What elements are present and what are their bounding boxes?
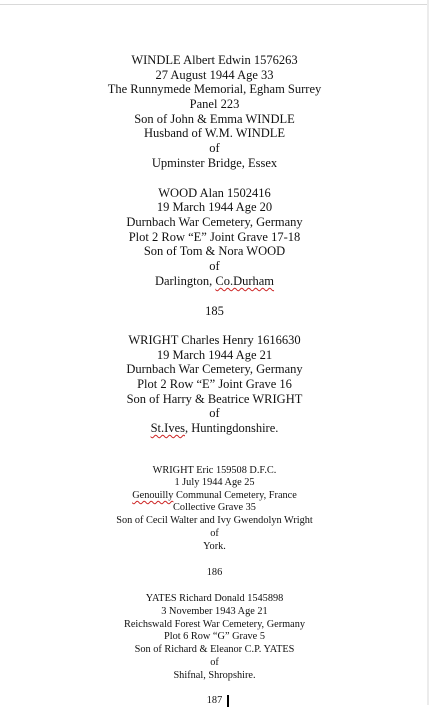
entry-parents-line: Son of Harry & Beatrice WRIGHT [126, 392, 303, 406]
entry-of-line: of [209, 141, 220, 155]
page-number: 186 [206, 567, 223, 578]
entry-name-line: YATES Richard Donald 1545898 [145, 593, 284, 604]
entry-spouse-line: Husband of W.M. WINDLE [143, 126, 286, 140]
place-text: , Huntingdonshire. [184, 421, 279, 435]
entry-of-line: of [210, 528, 219, 539]
entry-name-line: WRIGHT Eric 159508 D.F.C. [152, 465, 277, 476]
spellcheck-underlined-word: St.Ives [150, 421, 185, 435]
text-cursor [227, 695, 229, 707]
entry-parents-line: Son of Tom & Nora WOOD [143, 244, 286, 258]
cemetery-text: Communal Cemetery, France [173, 490, 297, 501]
entry-place-line: Shifnal, Shropshire. [173, 670, 256, 681]
entry-cemetery-line [0, 491, 429, 501]
entry-plot-line: Collective Grave 35 [173, 502, 256, 513]
spellcheck-underlined-word: Genouilly [132, 490, 174, 501]
entry-of-line: of [209, 259, 220, 273]
spellcheck-underlined-word: Co.Durham [215, 274, 275, 288]
entry-parents-line: Son of Richard & Eleanor C.P. YATES [134, 644, 295, 655]
entry-place-line [0, 275, 429, 288]
entry-panel-line: Panel 223 [189, 97, 240, 111]
entry-date-line: 27 August 1944 Age 33 [155, 68, 274, 82]
entry-of-line: of [210, 657, 219, 668]
entry-plot-line: Plot 2 Row “E” Joint Grave 17-18 [128, 230, 301, 244]
entry-parents-line: Son of John & Emma WINDLE [134, 112, 295, 126]
entry-cemetery-line: Reichswald Forest War Cemetery, Germany [123, 619, 306, 630]
entry-cemetery-line: Durnbach War Cemetery, Germany [126, 215, 303, 229]
entry-date-line: 19 March 1944 Age 20 [156, 200, 273, 214]
entry-place-line [0, 422, 429, 435]
entry-plot-line: Plot 2 Row “E” Joint Grave 16 [137, 377, 292, 391]
entry-plot-line: Plot 6 Row “G” Grave 5 [164, 631, 265, 642]
entry-memorial-line: The Runnymede Memorial, Egham Surrey [107, 82, 322, 96]
entry-place-line: Upminster Bridge, Essex [151, 156, 278, 170]
entry-date-line: 19 March 1944 Age 21 [156, 348, 273, 362]
entry-date-line: 1 July 1944 Age 25 [174, 477, 255, 488]
page-number: 187 [206, 695, 223, 706]
entry-place-line: York. [203, 541, 226, 552]
entry-name-line: WOOD Alan 1502416 [158, 186, 271, 200]
entry-name-line: WINDLE Albert Edwin 1576263 [131, 53, 298, 67]
entry-of-line: of [209, 406, 220, 420]
page-number: 185 [205, 304, 224, 318]
entry-name-line: WRIGHT Charles Henry 1616630 [128, 333, 301, 347]
entry-cemetery-line: Durnbach War Cemetery, Germany [126, 362, 303, 376]
entry-date-line: 3 November 1943 Age 21 [161, 606, 268, 617]
entry-parents-line: Son of Cecil Walter and Ivy Gwendolyn Wright [116, 515, 313, 526]
place-text: Darlington, [154, 274, 216, 288]
